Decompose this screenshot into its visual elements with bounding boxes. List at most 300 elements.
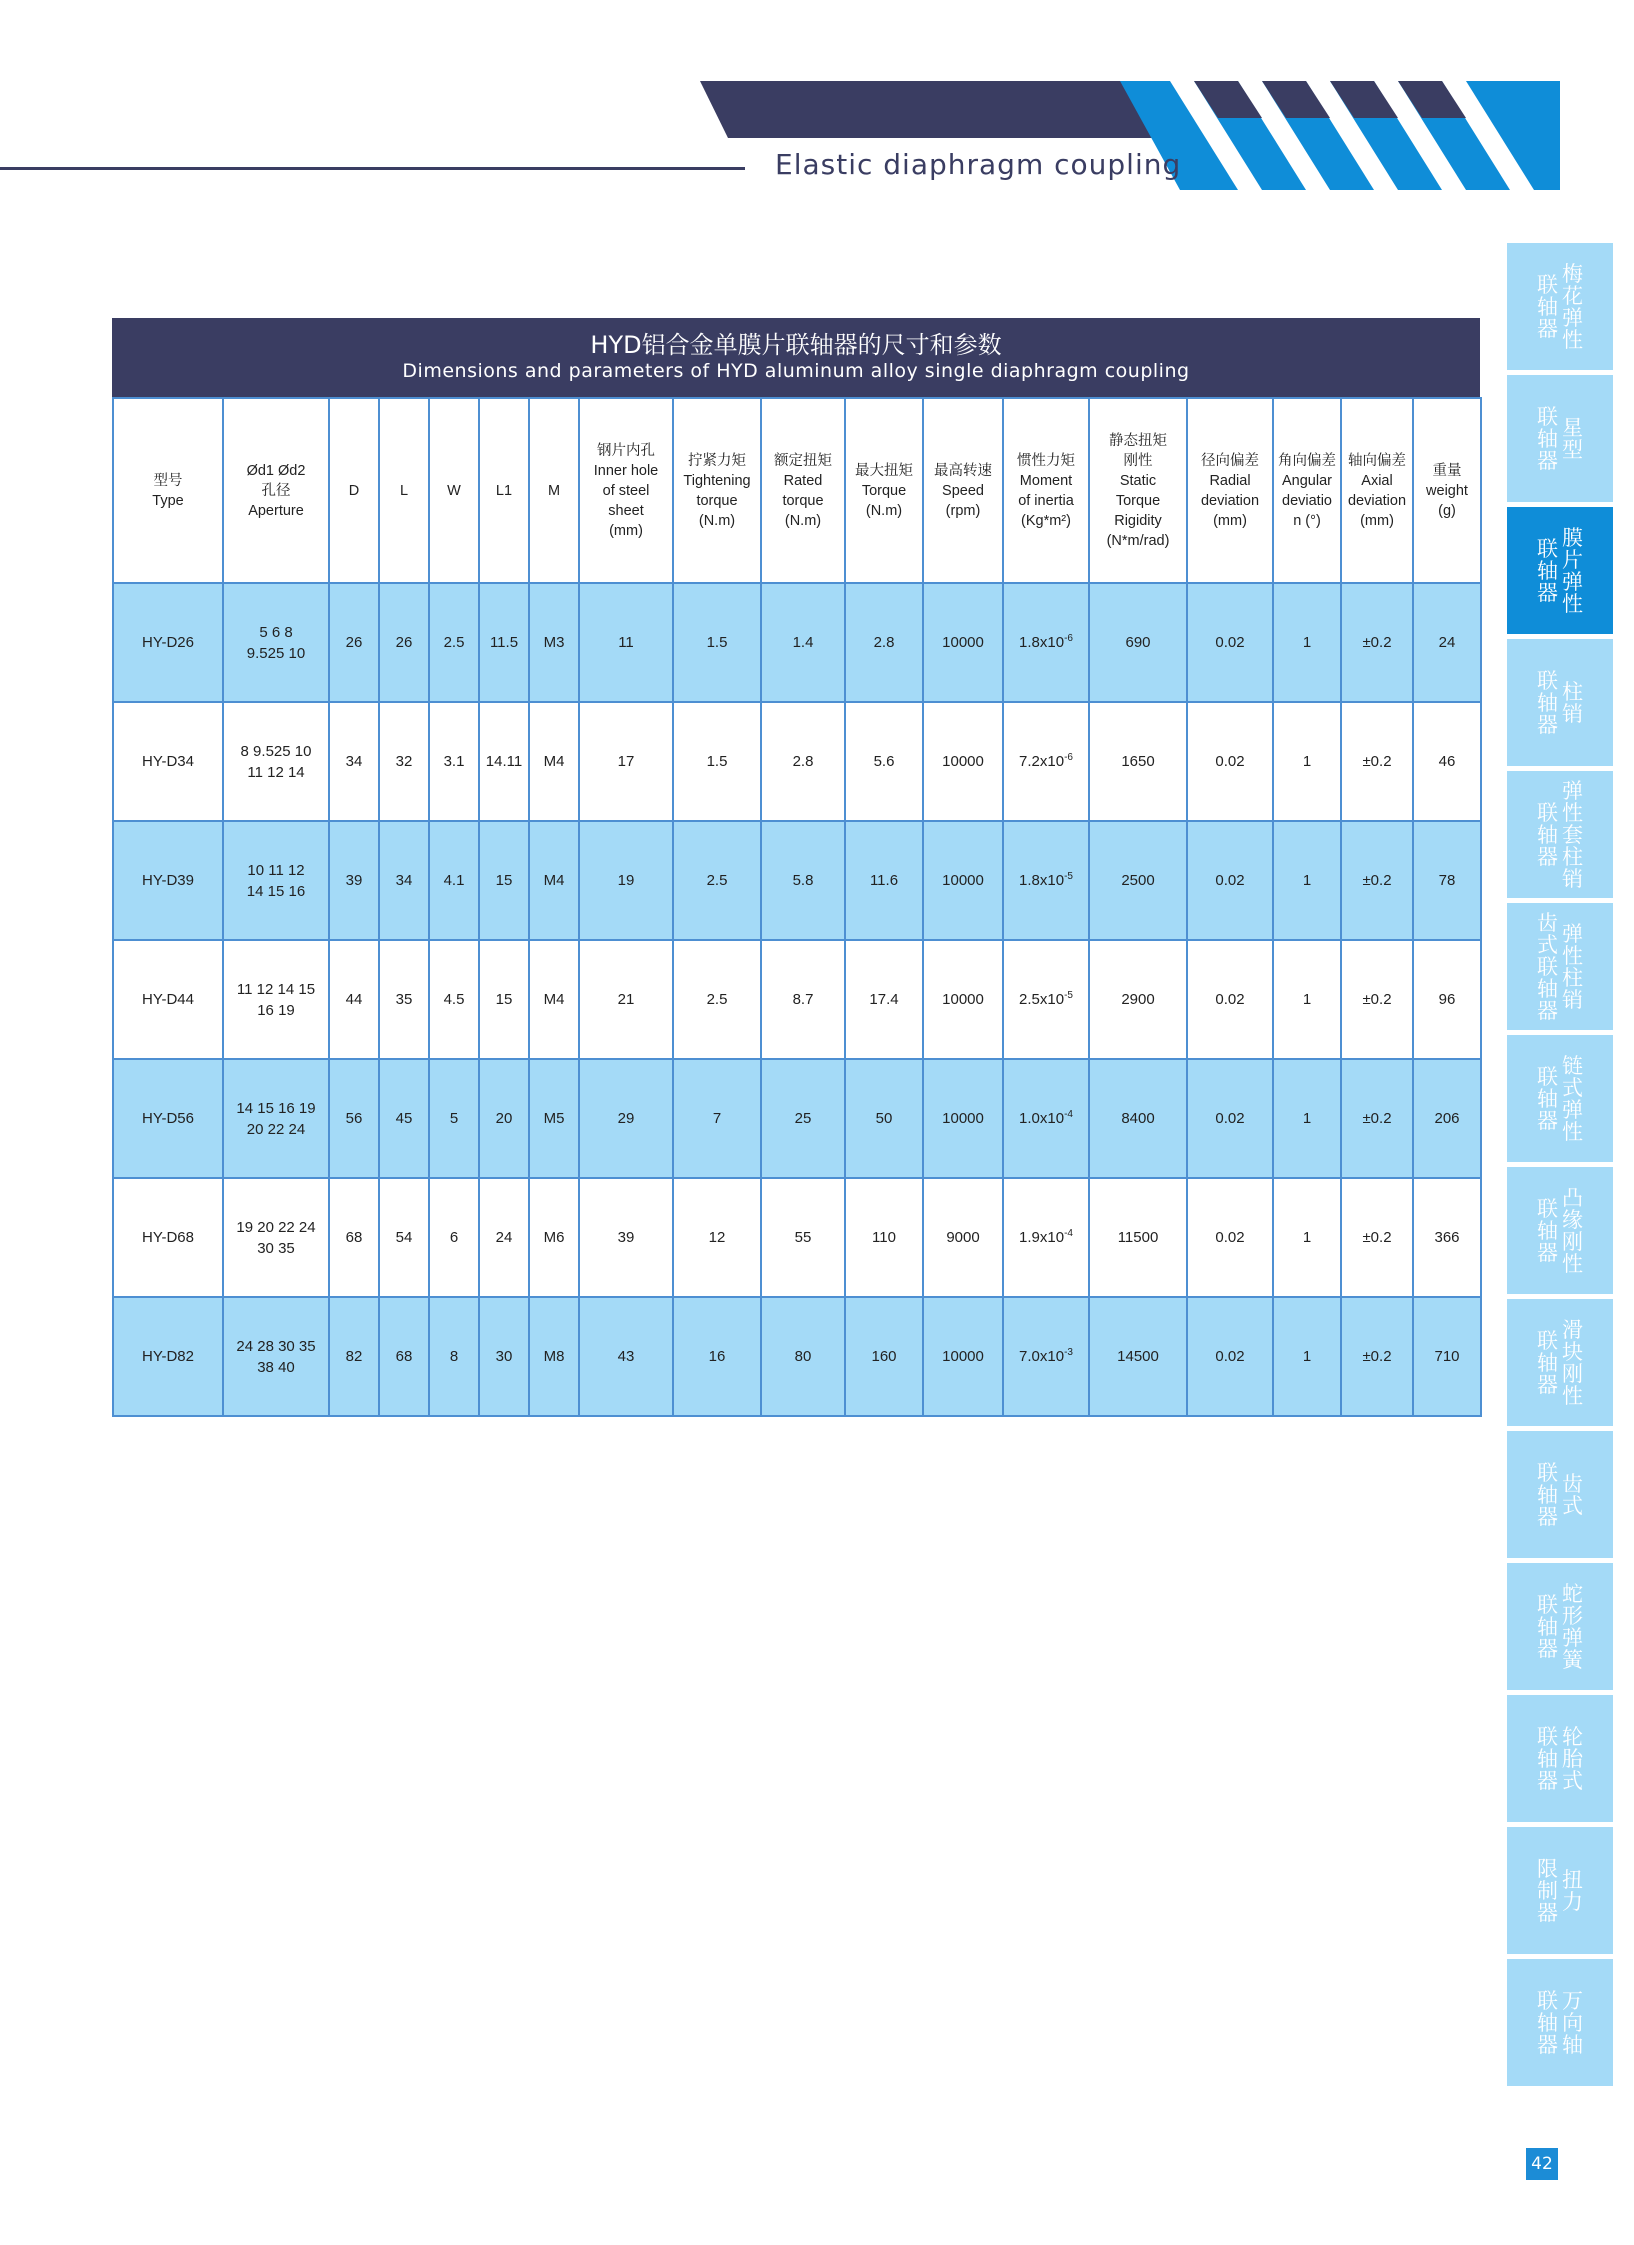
table-row bbox=[113, 940, 1481, 1059]
aperture-line: 14 15 16 19 bbox=[236, 1099, 316, 1117]
column-header-line: of inertia bbox=[1018, 492, 1074, 509]
cell-M: M8 bbox=[529, 1297, 579, 1416]
cell-aperture bbox=[223, 702, 329, 821]
side-tab-char: 性 bbox=[1562, 1383, 1583, 1408]
inertia-base: 7.0x10 bbox=[1019, 1348, 1065, 1365]
column-header-line: 角向偏差 bbox=[1278, 452, 1336, 469]
column-header-line: 孔径 bbox=[261, 482, 291, 499]
side-tab-char: 万 bbox=[1562, 1988, 1583, 2013]
column-header-line: (N.m) bbox=[865, 502, 903, 519]
column-header bbox=[1003, 398, 1089, 583]
aperture-line: 5 6 8 bbox=[259, 623, 293, 641]
column-header bbox=[1341, 398, 1413, 583]
side-tab-char: 轴 bbox=[1562, 2032, 1583, 2057]
cell-angular: 1 bbox=[1273, 821, 1341, 940]
cell-L: 68 bbox=[379, 1297, 429, 1416]
cell-angular: 1 bbox=[1273, 940, 1341, 1059]
cell-W: 6 bbox=[429, 1178, 479, 1297]
aperture-line: 14 15 16 bbox=[246, 882, 306, 900]
column-header-line: deviatio bbox=[1282, 492, 1332, 509]
aperture-line: 24 28 30 35 bbox=[236, 1337, 316, 1355]
cell-radial: 0.02 bbox=[1187, 702, 1273, 821]
side-tab-char: 联 bbox=[1537, 536, 1558, 561]
side-tab-column bbox=[1537, 1858, 1558, 1924]
side-tab-label bbox=[1537, 1583, 1583, 1671]
side-tab[interactable] bbox=[1507, 1695, 1613, 1822]
cell-radial: 0.02 bbox=[1187, 821, 1273, 940]
column-header bbox=[479, 398, 529, 583]
column-header bbox=[761, 398, 845, 583]
side-tab-char: 轴 bbox=[1537, 822, 1558, 847]
column-header bbox=[579, 398, 673, 583]
side-tab-char: 器 bbox=[1537, 998, 1558, 1023]
cell-inner: 39 bbox=[579, 1178, 673, 1297]
cell-M: M4 bbox=[529, 702, 579, 821]
cell-W: 4.1 bbox=[429, 821, 479, 940]
column-header-line: (Kg*m²) bbox=[1021, 512, 1071, 529]
side-tab-char: 轴 bbox=[1537, 426, 1558, 451]
table-header-row bbox=[113, 398, 1481, 583]
cell-M: M5 bbox=[529, 1059, 579, 1178]
cell-inertia bbox=[1003, 1059, 1089, 1178]
cell-weight: 78 bbox=[1413, 821, 1481, 940]
side-tab-char: 器 bbox=[1537, 1636, 1558, 1661]
side-tab-column bbox=[1537, 406, 1558, 472]
cell-inertia bbox=[1003, 583, 1089, 702]
side-tab-char: 制 bbox=[1537, 1878, 1558, 1903]
aperture-line: 38 40 bbox=[257, 1358, 295, 1376]
cell-tight: 16 bbox=[673, 1297, 761, 1416]
inertia-exponent: -6 bbox=[1064, 752, 1073, 763]
side-tab[interactable] bbox=[1507, 1563, 1613, 1690]
side-tab-column bbox=[1562, 1462, 1583, 1528]
side-tab-char: 齿 bbox=[1562, 1471, 1583, 1496]
cell-D: 39 bbox=[329, 821, 379, 940]
cell-L1: 15 bbox=[479, 821, 529, 940]
side-tab-label bbox=[1537, 527, 1583, 615]
side-tab-char: 花 bbox=[1562, 283, 1583, 308]
side-tab-char: 力 bbox=[1562, 1889, 1583, 1914]
side-tab-char: 联 bbox=[1537, 1988, 1558, 2013]
cell-D: 44 bbox=[329, 940, 379, 1059]
column-header-line: 最大扭矩 bbox=[855, 462, 913, 479]
side-tab-column bbox=[1562, 780, 1583, 890]
table-row bbox=[113, 583, 1481, 702]
side-tab-char: 弹 bbox=[1562, 1625, 1583, 1650]
cell-W: 2.5 bbox=[429, 583, 479, 702]
cell-aperture bbox=[223, 1297, 329, 1416]
column-header-line: Rigidity bbox=[1114, 512, 1162, 529]
column-header-line: (mm) bbox=[1360, 512, 1394, 529]
side-tab[interactable] bbox=[1507, 903, 1613, 1030]
cell-radial: 0.02 bbox=[1187, 583, 1273, 702]
cell-axial: ±0.2 bbox=[1341, 940, 1413, 1059]
cell-type: HY-D44 bbox=[113, 940, 223, 1059]
side-tab[interactable] bbox=[1507, 1959, 1613, 2086]
column-header-line: Speed bbox=[942, 482, 984, 499]
side-tab-label bbox=[1537, 1858, 1583, 1924]
column-header-line: 静态扭矩 bbox=[1109, 432, 1167, 449]
side-tab-label bbox=[1537, 1726, 1583, 1792]
side-tab-char: 柱 bbox=[1562, 844, 1583, 869]
inertia-base: 7.2x10 bbox=[1019, 753, 1065, 770]
side-tab-char: 式 bbox=[1562, 1768, 1583, 1793]
cell-type: HY-D68 bbox=[113, 1178, 223, 1297]
cell-weight: 710 bbox=[1413, 1297, 1481, 1416]
cell-L: 34 bbox=[379, 821, 429, 940]
cell-rated: 1.4 bbox=[761, 583, 845, 702]
side-tab-char: 轴 bbox=[1537, 1746, 1558, 1771]
cell-inner: 11 bbox=[579, 583, 673, 702]
side-tab-char: 轴 bbox=[1537, 1086, 1558, 1111]
cell-D: 26 bbox=[329, 583, 379, 702]
header-rule bbox=[0, 167, 745, 170]
side-tab-column bbox=[1537, 1462, 1558, 1528]
side-tab-char: 联 bbox=[1537, 800, 1558, 825]
side-tab-column bbox=[1562, 1858, 1583, 1924]
column-header-line: 轴向偏差 bbox=[1348, 452, 1406, 469]
side-tab-char: 链 bbox=[1562, 1053, 1583, 1078]
cell-L1: 11.5 bbox=[479, 583, 529, 702]
cell-max: 50 bbox=[845, 1059, 923, 1178]
cell-M: M6 bbox=[529, 1178, 579, 1297]
side-tab-label bbox=[1537, 780, 1583, 890]
cell-W: 5 bbox=[429, 1059, 479, 1178]
side-tab-char: 器 bbox=[1537, 1108, 1558, 1133]
inertia-base: 1.8x10 bbox=[1019, 634, 1065, 651]
cell-axial: ±0.2 bbox=[1341, 583, 1413, 702]
cell-type: HY-D56 bbox=[113, 1059, 223, 1178]
cell-inertia bbox=[1003, 1297, 1089, 1416]
side-tab-char: 柱 bbox=[1562, 965, 1583, 990]
side-tab-char: 器 bbox=[1537, 1504, 1558, 1529]
aperture-line: 8 9.525 10 bbox=[240, 742, 312, 760]
cell-max: 11.6 bbox=[845, 821, 923, 940]
side-tab[interactable] bbox=[1507, 507, 1613, 634]
cell-rated: 2.8 bbox=[761, 702, 845, 821]
cell-angular: 1 bbox=[1273, 1059, 1341, 1178]
cell-inner: 43 bbox=[579, 1297, 673, 1416]
cell-rated: 80 bbox=[761, 1297, 845, 1416]
side-tab-column bbox=[1562, 1319, 1583, 1407]
side-tab-char: 轴 bbox=[1537, 558, 1558, 583]
column-header-line: Static bbox=[1119, 472, 1157, 489]
cell-inner: 29 bbox=[579, 1059, 673, 1178]
side-tab-char: 轴 bbox=[1537, 1350, 1558, 1375]
cell-tight: 2.5 bbox=[673, 821, 761, 940]
side-tab-column bbox=[1537, 1055, 1558, 1143]
aperture-line: 30 35 bbox=[257, 1239, 295, 1257]
side-tab-char: 蛇 bbox=[1562, 1581, 1583, 1606]
cell-L: 32 bbox=[379, 702, 429, 821]
column-header-line: Axial bbox=[1361, 472, 1393, 489]
column-header-line: Ød1 Ød2 bbox=[246, 462, 306, 479]
cell-max: 2.8 bbox=[845, 583, 923, 702]
cell-angular: 1 bbox=[1273, 702, 1341, 821]
column-header-line: (rpm) bbox=[945, 502, 981, 519]
side-tab-char: 扭 bbox=[1562, 1867, 1583, 1892]
column-header-line: 重量 bbox=[1432, 462, 1462, 479]
column-header bbox=[1187, 398, 1273, 583]
column-header-line: (mm) bbox=[609, 522, 643, 539]
column-header bbox=[223, 398, 329, 583]
side-tab[interactable] bbox=[1507, 1299, 1613, 1426]
cell-radial: 0.02 bbox=[1187, 1178, 1273, 1297]
aperture-line: 20 22 24 bbox=[246, 1120, 306, 1138]
table-row bbox=[113, 1297, 1481, 1416]
side-tab-char: 轴 bbox=[1537, 1482, 1558, 1507]
side-tab-column bbox=[1537, 263, 1558, 351]
side-tab-char: 性 bbox=[1562, 1119, 1583, 1144]
cell-rigidity: 2500 bbox=[1089, 821, 1187, 940]
inertia-exponent: -4 bbox=[1064, 1109, 1073, 1120]
cell-W: 4.5 bbox=[429, 940, 479, 1059]
cell-W: 3.1 bbox=[429, 702, 479, 821]
side-tab-char: 轴 bbox=[1537, 294, 1558, 319]
column-header bbox=[1089, 398, 1187, 583]
column-header-line: Torque bbox=[1115, 492, 1161, 509]
side-tab-column bbox=[1562, 1583, 1583, 1671]
side-tab-char: 簧 bbox=[1562, 1647, 1583, 1672]
side-tab-char: 梅 bbox=[1562, 261, 1583, 286]
side-tab-char: 性 bbox=[1562, 327, 1583, 352]
inertia-base: 2.5x10 bbox=[1019, 991, 1065, 1008]
side-tab[interactable] bbox=[1507, 771, 1613, 898]
cell-L: 45 bbox=[379, 1059, 429, 1178]
side-tab-char: 销 bbox=[1562, 701, 1583, 726]
cell-L1: 15 bbox=[479, 940, 529, 1059]
cell-type: HY-D39 bbox=[113, 821, 223, 940]
side-tab-label bbox=[1537, 406, 1583, 472]
column-header-line: M bbox=[547, 482, 561, 499]
side-tab-label bbox=[1537, 1055, 1583, 1143]
side-category-tabs bbox=[1507, 243, 1613, 2091]
aperture-line: 9.525 10 bbox=[246, 644, 306, 662]
column-header-line: sheet bbox=[608, 502, 644, 519]
side-tab-char: 式 bbox=[1562, 1493, 1583, 1518]
column-header-line: (N*m/rad) bbox=[1106, 532, 1170, 549]
cell-inner: 19 bbox=[579, 821, 673, 940]
cell-aperture bbox=[223, 940, 329, 1059]
cell-aperture bbox=[223, 1178, 329, 1297]
side-tab-char: 器 bbox=[1537, 448, 1558, 473]
cell-speed: 10000 bbox=[923, 583, 1003, 702]
cell-radial: 0.02 bbox=[1187, 1059, 1273, 1178]
column-header-line: n (°) bbox=[1293, 512, 1321, 529]
cell-inner: 21 bbox=[579, 940, 673, 1059]
inertia-exponent: -4 bbox=[1064, 1228, 1073, 1239]
side-tab-label bbox=[1537, 1462, 1583, 1528]
column-header-line: Rated bbox=[783, 472, 823, 489]
cell-axial: ±0.2 bbox=[1341, 702, 1413, 821]
cell-weight: 96 bbox=[1413, 940, 1481, 1059]
side-tab-char: 弹 bbox=[1562, 778, 1583, 803]
side-tab-char: 刚 bbox=[1562, 1361, 1583, 1386]
column-header-line: (N.m) bbox=[784, 512, 822, 529]
page-title: Elastic diaphragm coupling bbox=[775, 148, 1182, 181]
side-tab[interactable] bbox=[1507, 375, 1613, 502]
cell-L1: 30 bbox=[479, 1297, 529, 1416]
column-header-line: 径向偏差 bbox=[1201, 452, 1259, 469]
side-tab-char: 器 bbox=[1537, 712, 1558, 737]
side-tab-char: 形 bbox=[1562, 1603, 1583, 1628]
side-tab-column bbox=[1562, 1990, 1583, 2056]
column-header bbox=[113, 398, 223, 583]
column-header-line: 最高转速 bbox=[934, 462, 992, 479]
aperture-line: 11 12 14 15 bbox=[236, 980, 316, 998]
header-navy-band bbox=[700, 81, 1180, 138]
side-tab-char: 联 bbox=[1537, 1064, 1558, 1089]
side-tab-char: 套 bbox=[1562, 822, 1583, 847]
column-header-line: (mm) bbox=[1213, 512, 1247, 529]
cell-D: 56 bbox=[329, 1059, 379, 1178]
inertia-exponent: -5 bbox=[1064, 871, 1073, 882]
inertia-base: 1.9x10 bbox=[1019, 1229, 1065, 1246]
side-tab-char: 星 bbox=[1562, 415, 1583, 440]
cell-angular: 1 bbox=[1273, 1178, 1341, 1297]
side-tab-char: 齿 bbox=[1537, 910, 1558, 935]
side-tab-column bbox=[1537, 1319, 1558, 1407]
cell-angular: 1 bbox=[1273, 583, 1341, 702]
cell-rigidity: 1650 bbox=[1089, 702, 1187, 821]
side-tab-char: 器 bbox=[1537, 1900, 1558, 1925]
column-header-line: torque bbox=[696, 492, 738, 509]
cell-weight: 46 bbox=[1413, 702, 1481, 821]
side-tab-char: 器 bbox=[1537, 844, 1558, 869]
cell-speed: 10000 bbox=[923, 821, 1003, 940]
cell-inertia bbox=[1003, 940, 1089, 1059]
column-header-line: (g) bbox=[1438, 502, 1456, 519]
side-tab-column bbox=[1537, 912, 1558, 1022]
side-tab-char: 块 bbox=[1562, 1339, 1583, 1364]
side-tab-column bbox=[1537, 1583, 1558, 1671]
side-tab-label bbox=[1537, 670, 1583, 736]
cell-L: 26 bbox=[379, 583, 429, 702]
cell-rigidity: 11500 bbox=[1089, 1178, 1187, 1297]
side-tab-column bbox=[1562, 1726, 1583, 1792]
cell-tight: 12 bbox=[673, 1178, 761, 1297]
side-tab-char: 联 bbox=[1537, 954, 1558, 979]
column-header-line: Radial bbox=[1209, 472, 1251, 489]
cell-speed: 10000 bbox=[923, 1059, 1003, 1178]
side-tab-char: 器 bbox=[1537, 580, 1558, 605]
column-header bbox=[1413, 398, 1481, 583]
cell-axial: ±0.2 bbox=[1341, 1297, 1413, 1416]
side-tab-char: 轴 bbox=[1537, 976, 1558, 1001]
inertia-base: 1.8x10 bbox=[1019, 872, 1065, 889]
column-header-line: Aperture bbox=[248, 502, 304, 519]
side-tab-label bbox=[1537, 1990, 1583, 2056]
side-tab-char: 联 bbox=[1537, 272, 1558, 297]
cell-rigidity: 14500 bbox=[1089, 1297, 1187, 1416]
side-tab-char: 向 bbox=[1562, 2010, 1583, 2035]
side-tab-char: 弹 bbox=[1562, 569, 1583, 594]
side-tab-char: 片 bbox=[1562, 547, 1583, 572]
cell-weight: 24 bbox=[1413, 583, 1481, 702]
column-header bbox=[529, 398, 579, 583]
side-tab-column bbox=[1562, 912, 1583, 1022]
cell-max: 17.4 bbox=[845, 940, 923, 1059]
side-tab-char: 性 bbox=[1562, 591, 1583, 616]
cell-L1: 24 bbox=[479, 1178, 529, 1297]
cell-D: 34 bbox=[329, 702, 379, 821]
side-tab-char: 轮 bbox=[1562, 1724, 1583, 1749]
aperture-line: 19 20 22 24 bbox=[236, 1218, 316, 1236]
cell-tight: 7 bbox=[673, 1059, 761, 1178]
cell-type: HY-D82 bbox=[113, 1297, 223, 1416]
cell-L: 35 bbox=[379, 940, 429, 1059]
column-header bbox=[845, 398, 923, 583]
cell-speed: 10000 bbox=[923, 1297, 1003, 1416]
side-tab-char: 器 bbox=[1537, 1240, 1558, 1265]
side-tab-label bbox=[1537, 1187, 1583, 1275]
column-header-line: Moment bbox=[1019, 472, 1073, 489]
cell-aperture bbox=[223, 1059, 329, 1178]
cell-axial: ±0.2 bbox=[1341, 821, 1413, 940]
side-tab-column bbox=[1562, 527, 1583, 615]
side-tab-char: 销 bbox=[1562, 866, 1583, 891]
cell-M: M4 bbox=[529, 821, 579, 940]
cell-inertia bbox=[1003, 1178, 1089, 1297]
column-header bbox=[329, 398, 379, 583]
column-header-line: (N.m) bbox=[698, 512, 736, 529]
side-tab-char: 式 bbox=[1537, 932, 1558, 957]
side-tab-char: 凸 bbox=[1562, 1185, 1583, 1210]
side-tab[interactable] bbox=[1507, 1431, 1613, 1558]
column-header-line: Inner hole bbox=[593, 462, 659, 479]
side-tab[interactable] bbox=[1507, 1827, 1613, 1954]
table-title-cn: HYD铝合金单膜片联轴器的尺寸和参数 bbox=[590, 331, 1002, 359]
table-row bbox=[113, 821, 1481, 940]
side-tab[interactable] bbox=[1507, 1035, 1613, 1162]
side-tab-char: 联 bbox=[1537, 1328, 1558, 1353]
table-title-bar bbox=[112, 318, 1480, 397]
side-tab-column bbox=[1562, 1055, 1583, 1143]
cell-rigidity: 2900 bbox=[1089, 940, 1187, 1059]
side-tab-char: 联 bbox=[1537, 668, 1558, 693]
cell-aperture bbox=[223, 821, 329, 940]
cell-W: 8 bbox=[429, 1297, 479, 1416]
inertia-exponent: -5 bbox=[1064, 990, 1073, 1001]
side-tab-char: 联 bbox=[1537, 1592, 1558, 1617]
cell-tight: 1.5 bbox=[673, 702, 761, 821]
inertia-exponent: -3 bbox=[1064, 1347, 1073, 1358]
side-tab[interactable] bbox=[1507, 639, 1613, 766]
side-tab[interactable] bbox=[1507, 243, 1613, 370]
side-tab-char: 型 bbox=[1562, 437, 1583, 462]
table-body bbox=[113, 583, 1481, 1416]
side-tab-char: 弹 bbox=[1562, 305, 1583, 330]
column-header-line: W bbox=[447, 482, 461, 499]
side-tab-char: 联 bbox=[1537, 404, 1558, 429]
side-tab-column bbox=[1562, 670, 1583, 736]
cell-max: 160 bbox=[845, 1297, 923, 1416]
cell-inertia bbox=[1003, 702, 1089, 821]
aperture-line: 10 11 12 bbox=[247, 861, 305, 879]
column-header-line: 型号 bbox=[153, 472, 183, 489]
side-tab-char: 轴 bbox=[1537, 1614, 1558, 1639]
column-header-line: deviation bbox=[1200, 492, 1260, 509]
side-tab-char: 轴 bbox=[1537, 2010, 1558, 2035]
side-tab-label bbox=[1537, 1319, 1583, 1407]
side-tab-char: 联 bbox=[1537, 1724, 1558, 1749]
cell-rated: 8.7 bbox=[761, 940, 845, 1059]
column-header-line: Tightening bbox=[683, 472, 751, 489]
page-number: 42 bbox=[1526, 2148, 1558, 2180]
inertia-base: 1.0x10 bbox=[1019, 1110, 1065, 1127]
side-tab[interactable] bbox=[1507, 1167, 1613, 1294]
side-tab-char: 缘 bbox=[1562, 1207, 1583, 1232]
